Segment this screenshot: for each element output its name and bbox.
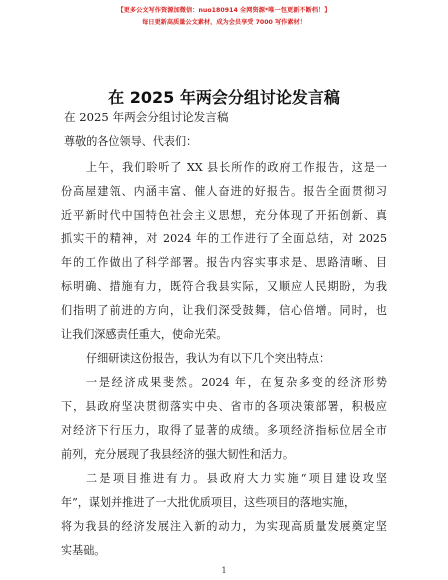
promo-banner-line-1: 【更多公文写作资源加微信：nuo180914 全网资源*唯一包更新不断档！】 [117,7,331,14]
paragraph-line: 二是项目推进有力。县政府大力实施“项目建设攻坚 [86,472,387,485]
greeting-line: 尊敬的各位领导、代表们： [64,135,198,148]
paragraph-line: 将为我县的经济发展注入新的动力，为实现高质量发展奠定坚 [61,520,387,533]
paragraph-line: 抓实干的精神，对 2024 年的工作进行了全面总结，对 2025 [61,232,387,245]
paragraph-line: 对经济下行压力，取得了显著的成绩。多项经济指标位居全市 [61,424,387,437]
paragraph-line: 实基础。 [61,544,106,557]
document-title: 在 2025 年两会分组讨论发言稿 [108,88,340,107]
promo-banner-line-2: 每日更新高质量公文素材，成为会员享受 7000 写作素材！ [142,19,306,26]
paragraph-line: 上午，我们聆听了 XX 县长所作的政府工作报告，这是一 [86,161,387,174]
paragraph-line: 让我们深感责任重大，使命光荣。 [61,328,228,341]
page-number: 1 [221,566,227,575]
paragraph-line: 仔细研读这份报告，我认为有以下几个突出特点： [86,352,331,365]
paragraph-line: 一是经济成果斐然。2024 年，在复杂多变的经济形势 [86,376,387,389]
paragraph-line: 年的工作做出了科学部署。报告内容实事求是、思路清晰、目 [61,256,387,269]
paragraph-line: 们指明了前进的方向，让我们深受鼓舞，信心倍增。同时，也 [61,304,387,317]
paragraph-line: 标明确、措施有力，既符合我县实际，又顺应人民期盼，为我 [61,280,387,293]
paragraph-line: 前列，充分展现了我县经济的强大韧性和活力。 [61,448,294,461]
paragraph-line: 年”，谋划并推进了一大批优质项目，这些项目的落地实施， [61,496,356,509]
paragraph-line: 下，县政府坚决贯彻落实中央、省市的各项决策部署，积极应 [61,400,387,413]
paragraph-line: 份高屋建瓴、内涵丰富、催人奋进的好报告。报告全面贯彻习 [61,185,387,198]
paragraph-line: 近平新时代中国特色社会主义思想，充分体现了开拓创新、真 [61,209,387,222]
document-subtitle: 在 2025 年两会分组讨论发言稿 [64,111,229,124]
